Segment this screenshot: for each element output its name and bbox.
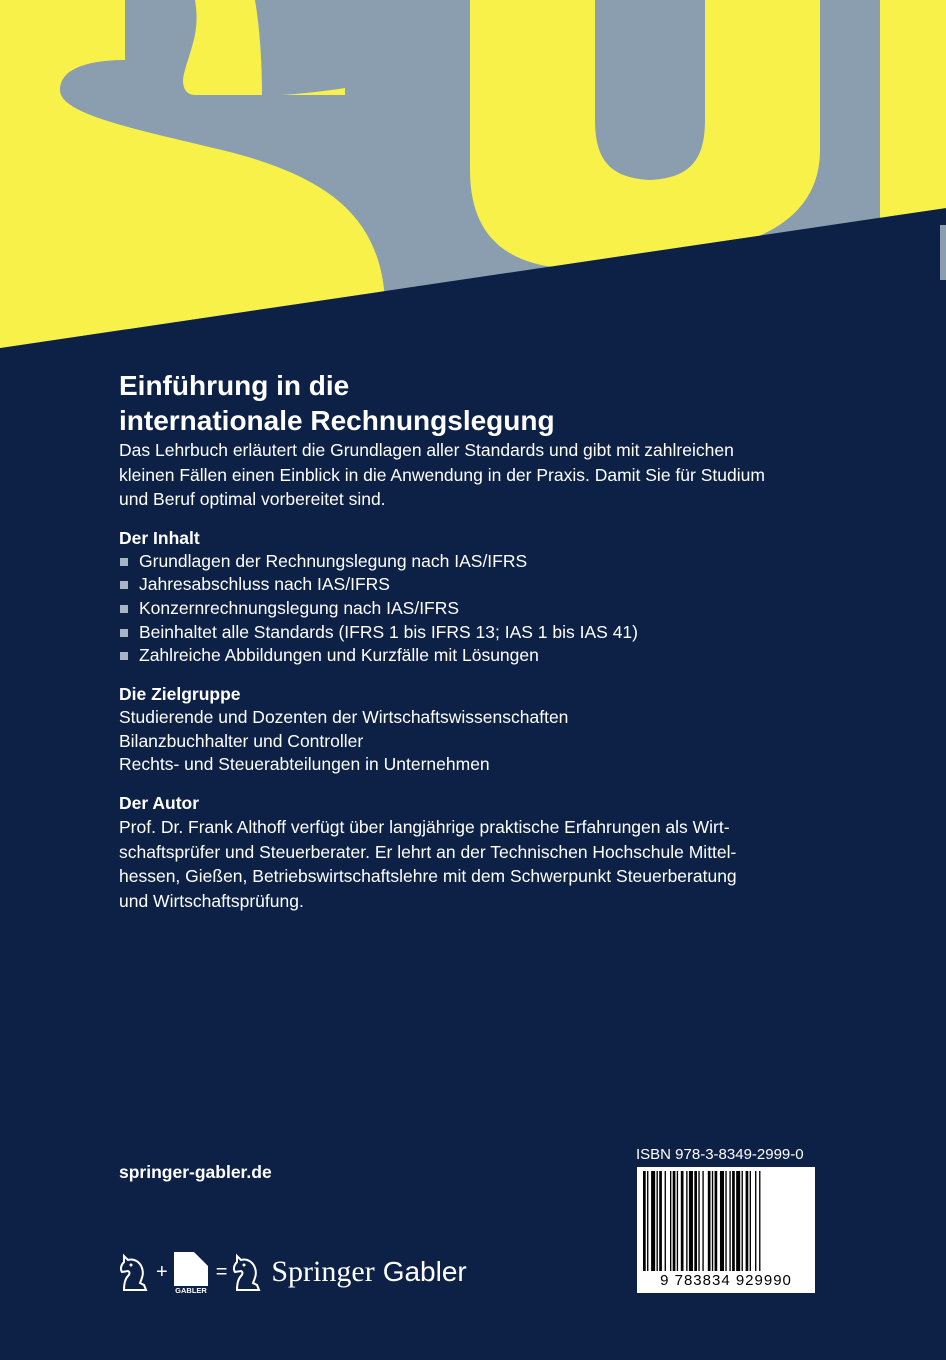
springer-wordmark: Springer <box>271 1255 375 1288</box>
book-title <box>119 368 829 438</box>
list-item: Bilanzbuchhalter und Controller <box>119 730 364 751</box>
list-item: Jahresabschluss nach IAS/IFRS <box>119 573 829 597</box>
list-item: Rechts- und Steuerabteilungen in Unternehmen <box>119 754 490 775</box>
springer-knight-icon <box>231 1252 265 1292</box>
gabler-box-label: GABLER <box>174 1286 207 1294</box>
cover-art-su-letters <box>0 0 946 350</box>
list-item: Konzernrechnungslegung nach IAS/IFRS <box>119 597 829 621</box>
isbn-label: ISBN 978-3-8349-2999-0 <box>636 1146 804 1163</box>
gabler-box-icon <box>172 1250 212 1294</box>
list-item: Beinhaltet alle Standards (IFRS 1 bis IFRS 13; IAS 1 bis IAS 41) <box>119 621 829 645</box>
gabler-wordmark: Gabler <box>382 1256 467 1287</box>
square-bullet-icon <box>120 605 128 613</box>
intro-line: Das Lehrbuch erläutert die Grundlagen aller Standards und gibt mit zahlreichen <box>119 440 734 460</box>
plus-sign: + <box>156 1260 168 1283</box>
list-item: Grundlagen der Rechnungslegung nach IAS/IFRS <box>119 550 829 574</box>
zielgruppe-list <box>119 706 829 777</box>
list-item: Studierende und Dozenten der Wirtschaftswissenschaften <box>119 707 569 728</box>
list-item: Zahlreiche Abbildungen und Kurzfälle mit Lösungen <box>119 644 829 668</box>
equals-sign: = <box>215 1260 228 1283</box>
publisher-logo-row <box>118 1248 467 1296</box>
book-title-line-1: Einführung in die <box>119 370 350 401</box>
autor-line: schaftsprüfer und Steuerberater. Er lehrt an der Technischen Hochschule Mittel- <box>119 841 737 862</box>
square-bullet-icon <box>120 629 128 637</box>
autor-paragraph <box>119 815 829 913</box>
book-title-line-2: internationale Rechnungslegung <box>119 405 555 436</box>
autor-line: und Wirtschaftsprüfung. <box>119 890 304 911</box>
autor-heading: Der Autor <box>119 793 200 814</box>
intro-line: und Beruf optimal vorbereitet sind. <box>119 489 386 509</box>
barcode-number: 9 783834 929990 <box>660 1272 792 1289</box>
square-bullet-icon <box>120 652 128 660</box>
main-text <box>119 368 829 913</box>
website-link[interactable]: springer-gabler.de <box>119 1162 272 1182</box>
square-bullet-icon <box>120 581 128 589</box>
autor-line: Prof. Dr. Frank Althoff verfügt über langjährige praktische Erfahrungen als Wirt- <box>119 817 730 838</box>
springer-knight-icon <box>118 1252 152 1292</box>
intro-line: kleinen Fällen einen Einblick in die Anwendung in der Praxis. Damit Sie für Studium <box>119 464 765 485</box>
inhalt-heading: Der Inhalt <box>119 527 200 548</box>
isbn-barcode <box>637 1167 815 1293</box>
inhalt-list <box>119 550 829 669</box>
zielgruppe-heading: Die Zielgruppe <box>119 684 241 705</box>
square-bullet-icon <box>120 558 128 566</box>
intro-paragraph <box>119 438 829 512</box>
autor-line: hessen, Gießen, Betriebswirtschaftslehre mit dem Schwerpunkt Steuerberatung <box>119 866 737 887</box>
